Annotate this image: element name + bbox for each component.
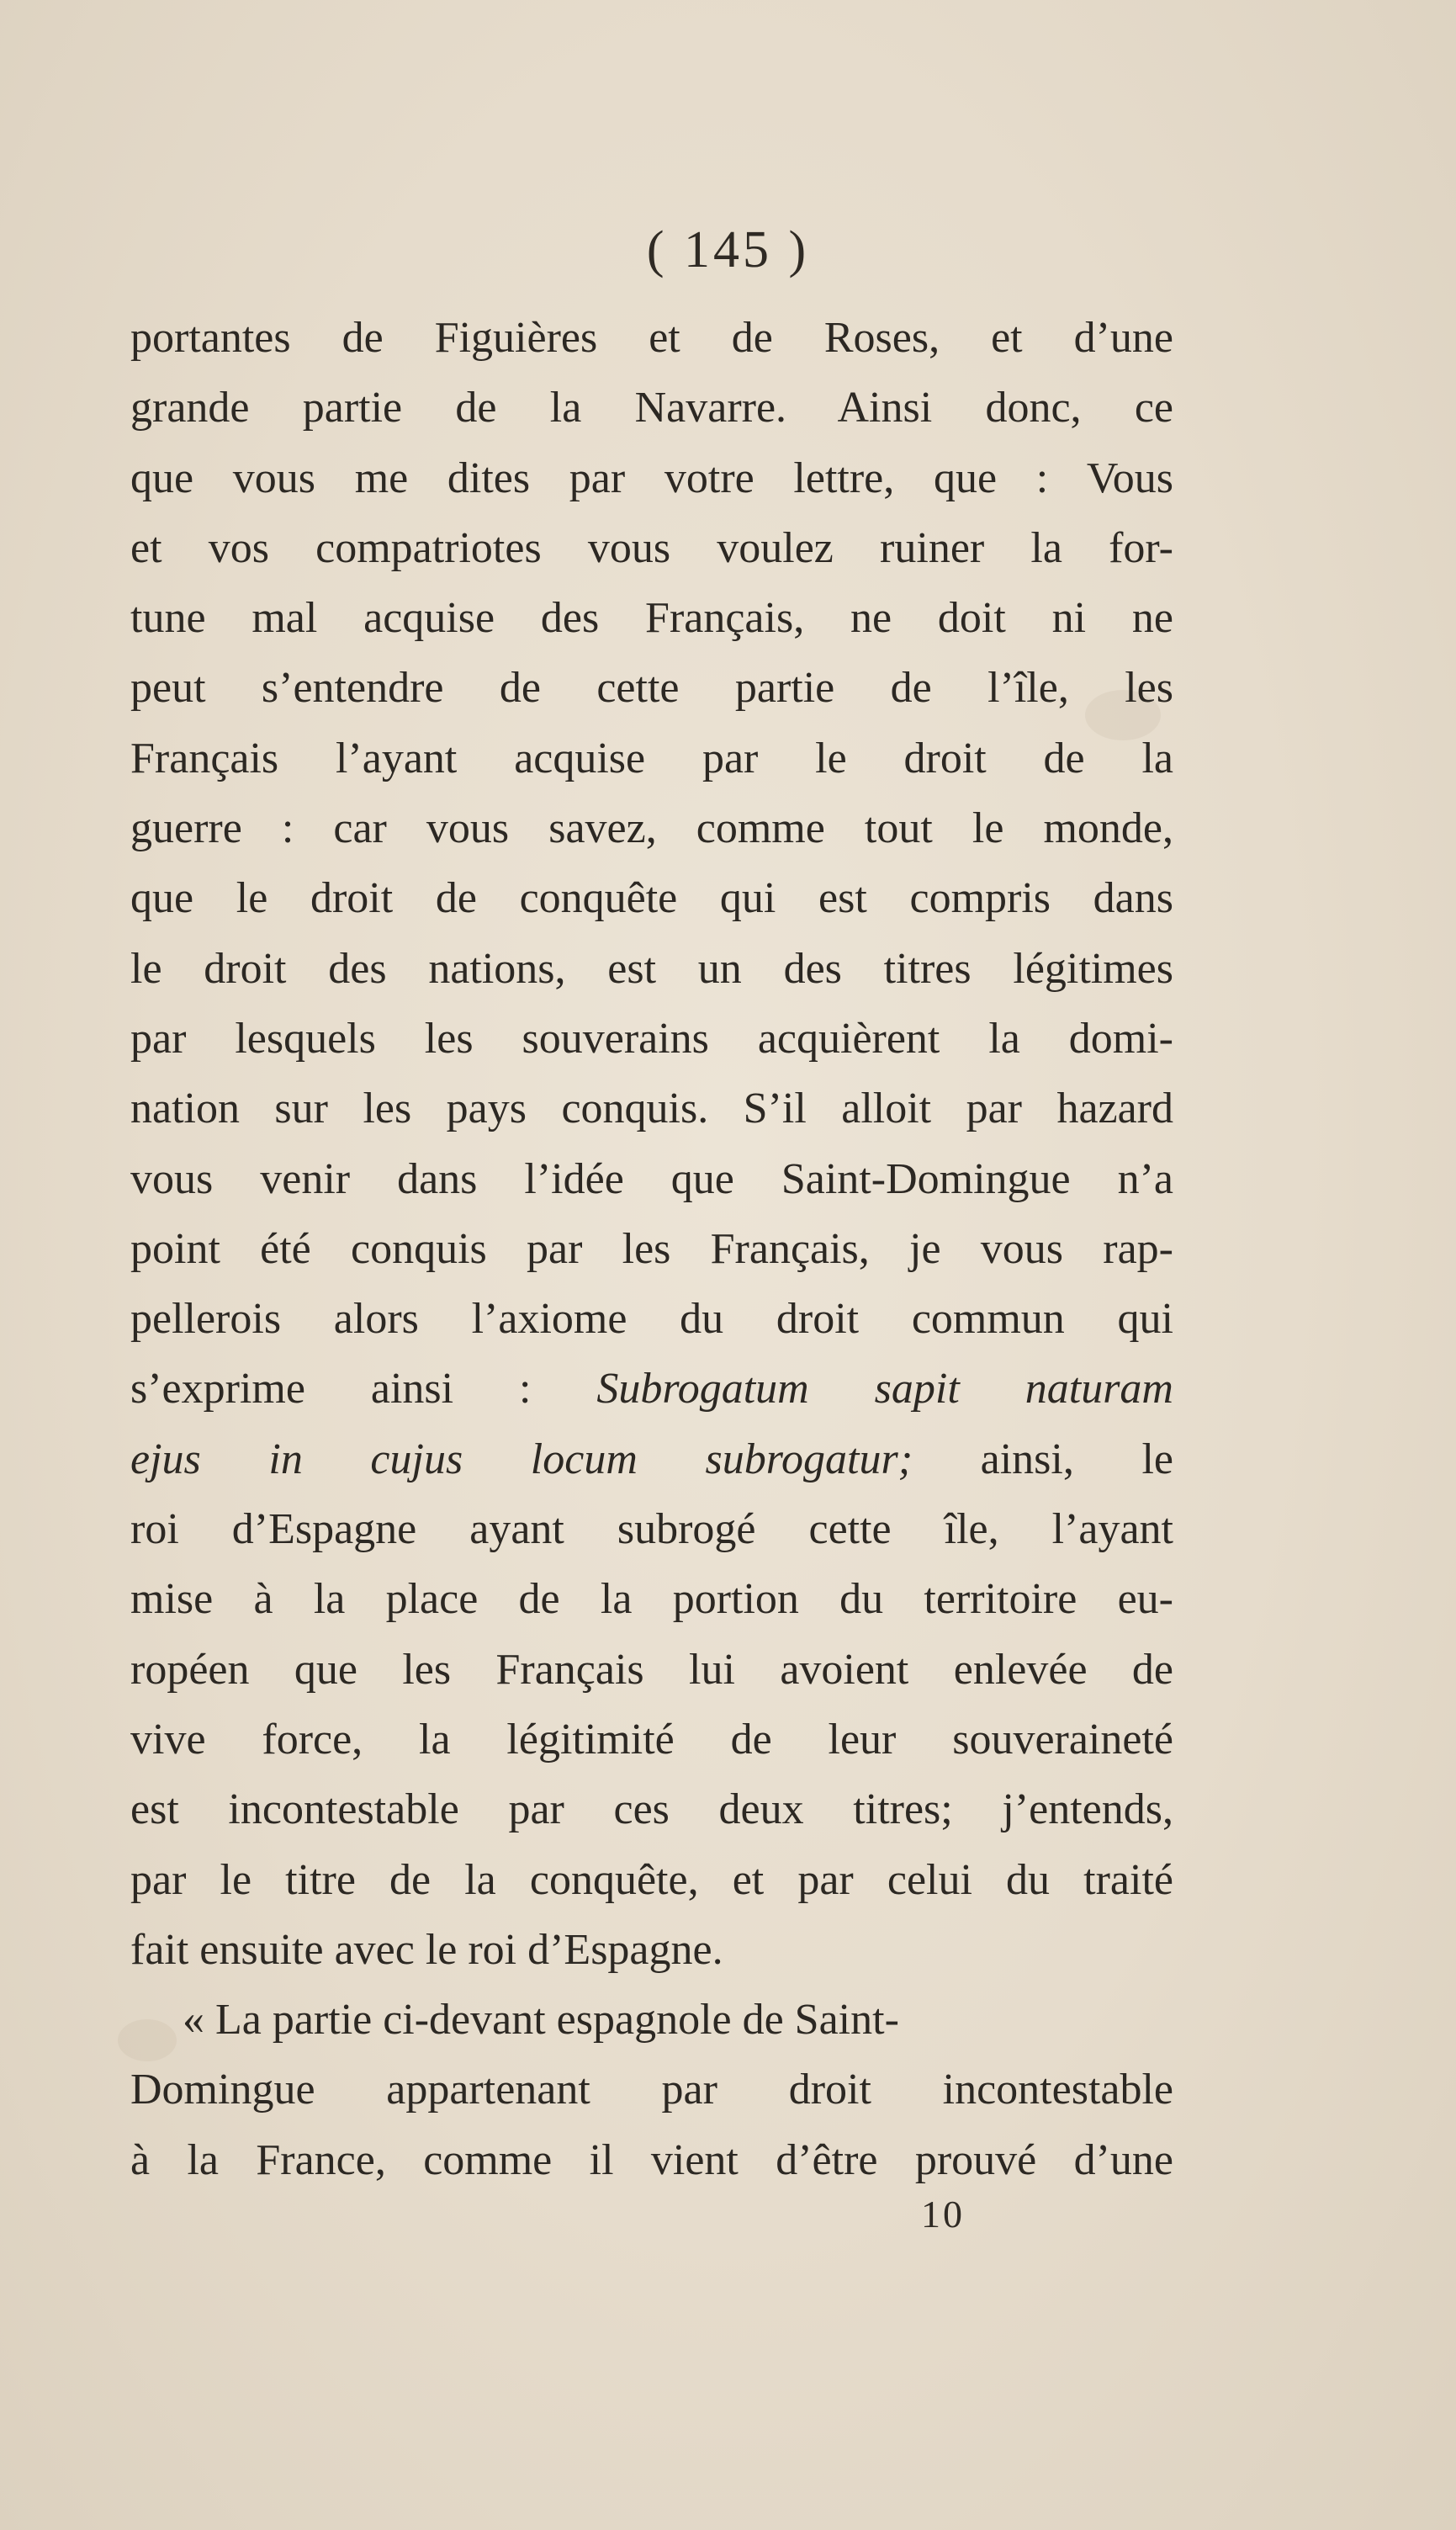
text-line (130, 1354, 1173, 1424)
page-number: ( 145 ) (646, 221, 810, 278)
text-segment: point été conquis par les Français, je vous rap- (130, 1224, 1173, 1273)
text-line (130, 1705, 1173, 1774)
text-line (130, 443, 1173, 513)
text-line (130, 863, 1173, 933)
text-line (130, 1074, 1173, 1143)
text-line (130, 934, 1173, 1004)
text-segment: par le titre de la conquête, et par celui du traité (130, 1855, 1173, 1904)
text-segment: Domingue appartenant par droit incontestable (130, 2066, 1173, 2114)
text-line (130, 1424, 1173, 1494)
text-segment: ropéen que les Français lui avoient enlevée de (130, 1645, 1173, 1694)
text-line (130, 1494, 1173, 1564)
text-segment: pellerois alors l’axiome du droit commun qui (130, 1295, 1173, 1344)
text-segment: par lesquels les souverains acquièrent la domi- (130, 1014, 1173, 1063)
text-segment: nation sur les pays conquis. S’il alloit par hazard (130, 1085, 1173, 1133)
text-line (130, 1144, 1173, 1214)
text-line (130, 513, 1173, 583)
text-line (130, 724, 1173, 793)
text-line (130, 1214, 1173, 1284)
text-line (130, 1915, 1173, 1985)
text-segment: tune mal acquise des Français, ne doit ni ne (130, 594, 1173, 643)
text-segment: Français l’ayant acquise par le droit de la (130, 734, 1173, 782)
text-segment: mise à la place de la portion du territoire eu- (130, 1575, 1173, 1624)
text-segment: que le droit de conquête qui est compris dans (130, 874, 1173, 923)
text-line (130, 793, 1173, 863)
text-line (130, 583, 1173, 653)
text-segment: roi d’Espagne ayant subrogé cette île, l’ayant (130, 1505, 1173, 1554)
italic-segment: Subrogatum sapit naturam (596, 1365, 1173, 1414)
text-segment: s’exprime ainsi : (130, 1365, 597, 1414)
text-segment: fait ensuite avec le roi d’Espagne. (130, 1925, 723, 1974)
text-line (130, 1284, 1173, 1354)
text-segment: ainsi, le (913, 1435, 1173, 1483)
text-segment: est incontestable par ces deux titres; j’entends, (130, 1785, 1173, 1834)
text-line (130, 1985, 1173, 2055)
text-segment: « La partie ci-devant espagnole de Saint- (183, 1996, 899, 2045)
text-line (130, 373, 1173, 443)
text-line (130, 1845, 1173, 1915)
text-segment: vive force, la légitimité de leur souveraineté (130, 1715, 1173, 1764)
signature-mark: 10 (921, 2193, 965, 2236)
text-segment: à la France, comme il vient d’être prouvé d’une (130, 2135, 1173, 2184)
text-line (130, 1635, 1173, 1705)
text-segment: grande partie de la Navarre. Ainsi donc, ce (130, 384, 1173, 432)
text-line (130, 1564, 1173, 1634)
text-line (130, 2125, 1173, 2195)
text-segment: peut s’entendre de cette partie de l’île, les (130, 664, 1173, 713)
italic-segment: ejus in cujus locum subrogatur; (130, 1435, 913, 1483)
text-segment: le droit des nations, est un des titres légitimes (130, 944, 1173, 993)
text-line (130, 1774, 1173, 1844)
text-segment: et vos compatriotes vous voulez ruiner la for- (130, 523, 1173, 572)
text-segment: que vous me dites par votre lettre, que : Vous (130, 453, 1173, 502)
text-line (130, 2055, 1173, 2124)
text-line (130, 303, 1173, 373)
text-segment: portantes de Figuières et de Roses, et d’une (130, 314, 1173, 362)
body-text (130, 303, 1173, 2195)
text-line (130, 653, 1173, 723)
text-segment: guerre : car vous savez, comme tout le monde, (130, 804, 1173, 853)
text-line (130, 1004, 1173, 1074)
text-segment: vous venir dans l’idée que Saint-Domingue n’a (130, 1154, 1173, 1203)
